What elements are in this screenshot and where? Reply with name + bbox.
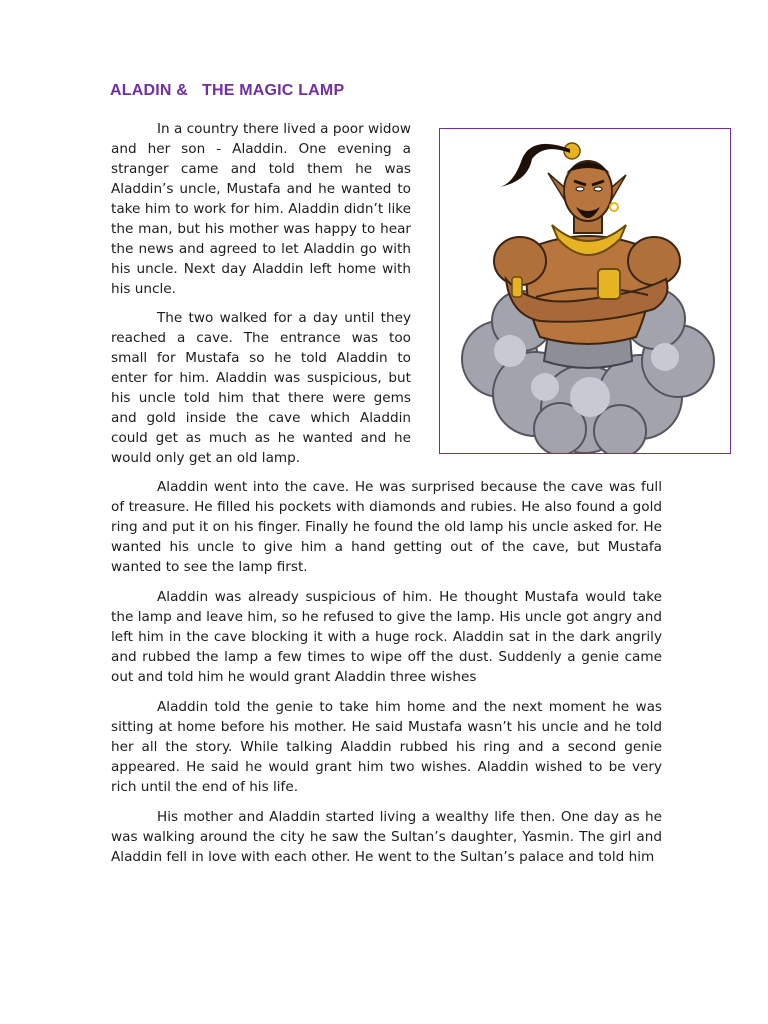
genie-illustration-icon <box>440 129 730 453</box>
genie-illustration-frame <box>439 128 731 454</box>
story-paragraph-4: Aladdin was already suspicious of him. He thought Mustafa would take the lamp and leave him, so he refused to give the lamp. His uncle got angry and left him in the cave blocking it with a huge rock. Aladdin sat in the dark angrily and rubbed the lamp a few times to wipe off the dust. Suddenly a genie came out and told him he would grant Aladdin three wishes <box>111 589 662 685</box>
story-paragraph-6: His mother and Aladdin started living a wealthy life then. One day as he was walking around the city he saw the Sultan’s daughter, Yasmin. The girl and Aladdin fell in love with each other. He went to the Sultan’s palace and told him <box>111 809 662 865</box>
story-paragraph-3: Aladdin went into the cave. He was surprised because the cave was full of treasure. He filled his pockets with diamonds and rubies. He also found a gold ring and put it on his finger. Finally he found the old lamp his uncle asked for. He wanted his uncle to give him a hand getting out of the cave, but Mustafa wanted to see the lamp first. <box>111 479 662 575</box>
story-paragraph-5: Aladdin told the genie to take him home and the next moment he was sitting at home before his mother. He said Mustafa wasn’t his uncle and he told her all the story. While talking Aladdin rubbed his ring and a second genie appeared. He said he would grant him two wishes. Aladdin wished to be very rich until the end of his life. <box>111 699 662 795</box>
page-title: ALADIN & THE MAGIC LAMP <box>110 82 345 99</box>
story-paragraph-2: The two walked for a day until they reached a cave. The entrance was too small for Mustafa so he told Aladdin to enter for him. Aladdin was suspicious, but his uncle told him that there were gems and gold inside the cave which Aladdin could get as much as he wanted and he would only get an old lamp. <box>111 310 411 466</box>
story-paragraph-1: In a country there lived a poor widow and her son - Aladdin. One evening a stranger came and told them he was Aladdin’s uncle, Mustafa and he wanted to take him to work for him. Aladdin didn’t like the man, but his mother was happy to hear the news and agreed to let Aladdin go with his uncle. Next day Aladdin left home with his uncle. <box>111 121 411 297</box>
ponytail <box>500 144 570 187</box>
